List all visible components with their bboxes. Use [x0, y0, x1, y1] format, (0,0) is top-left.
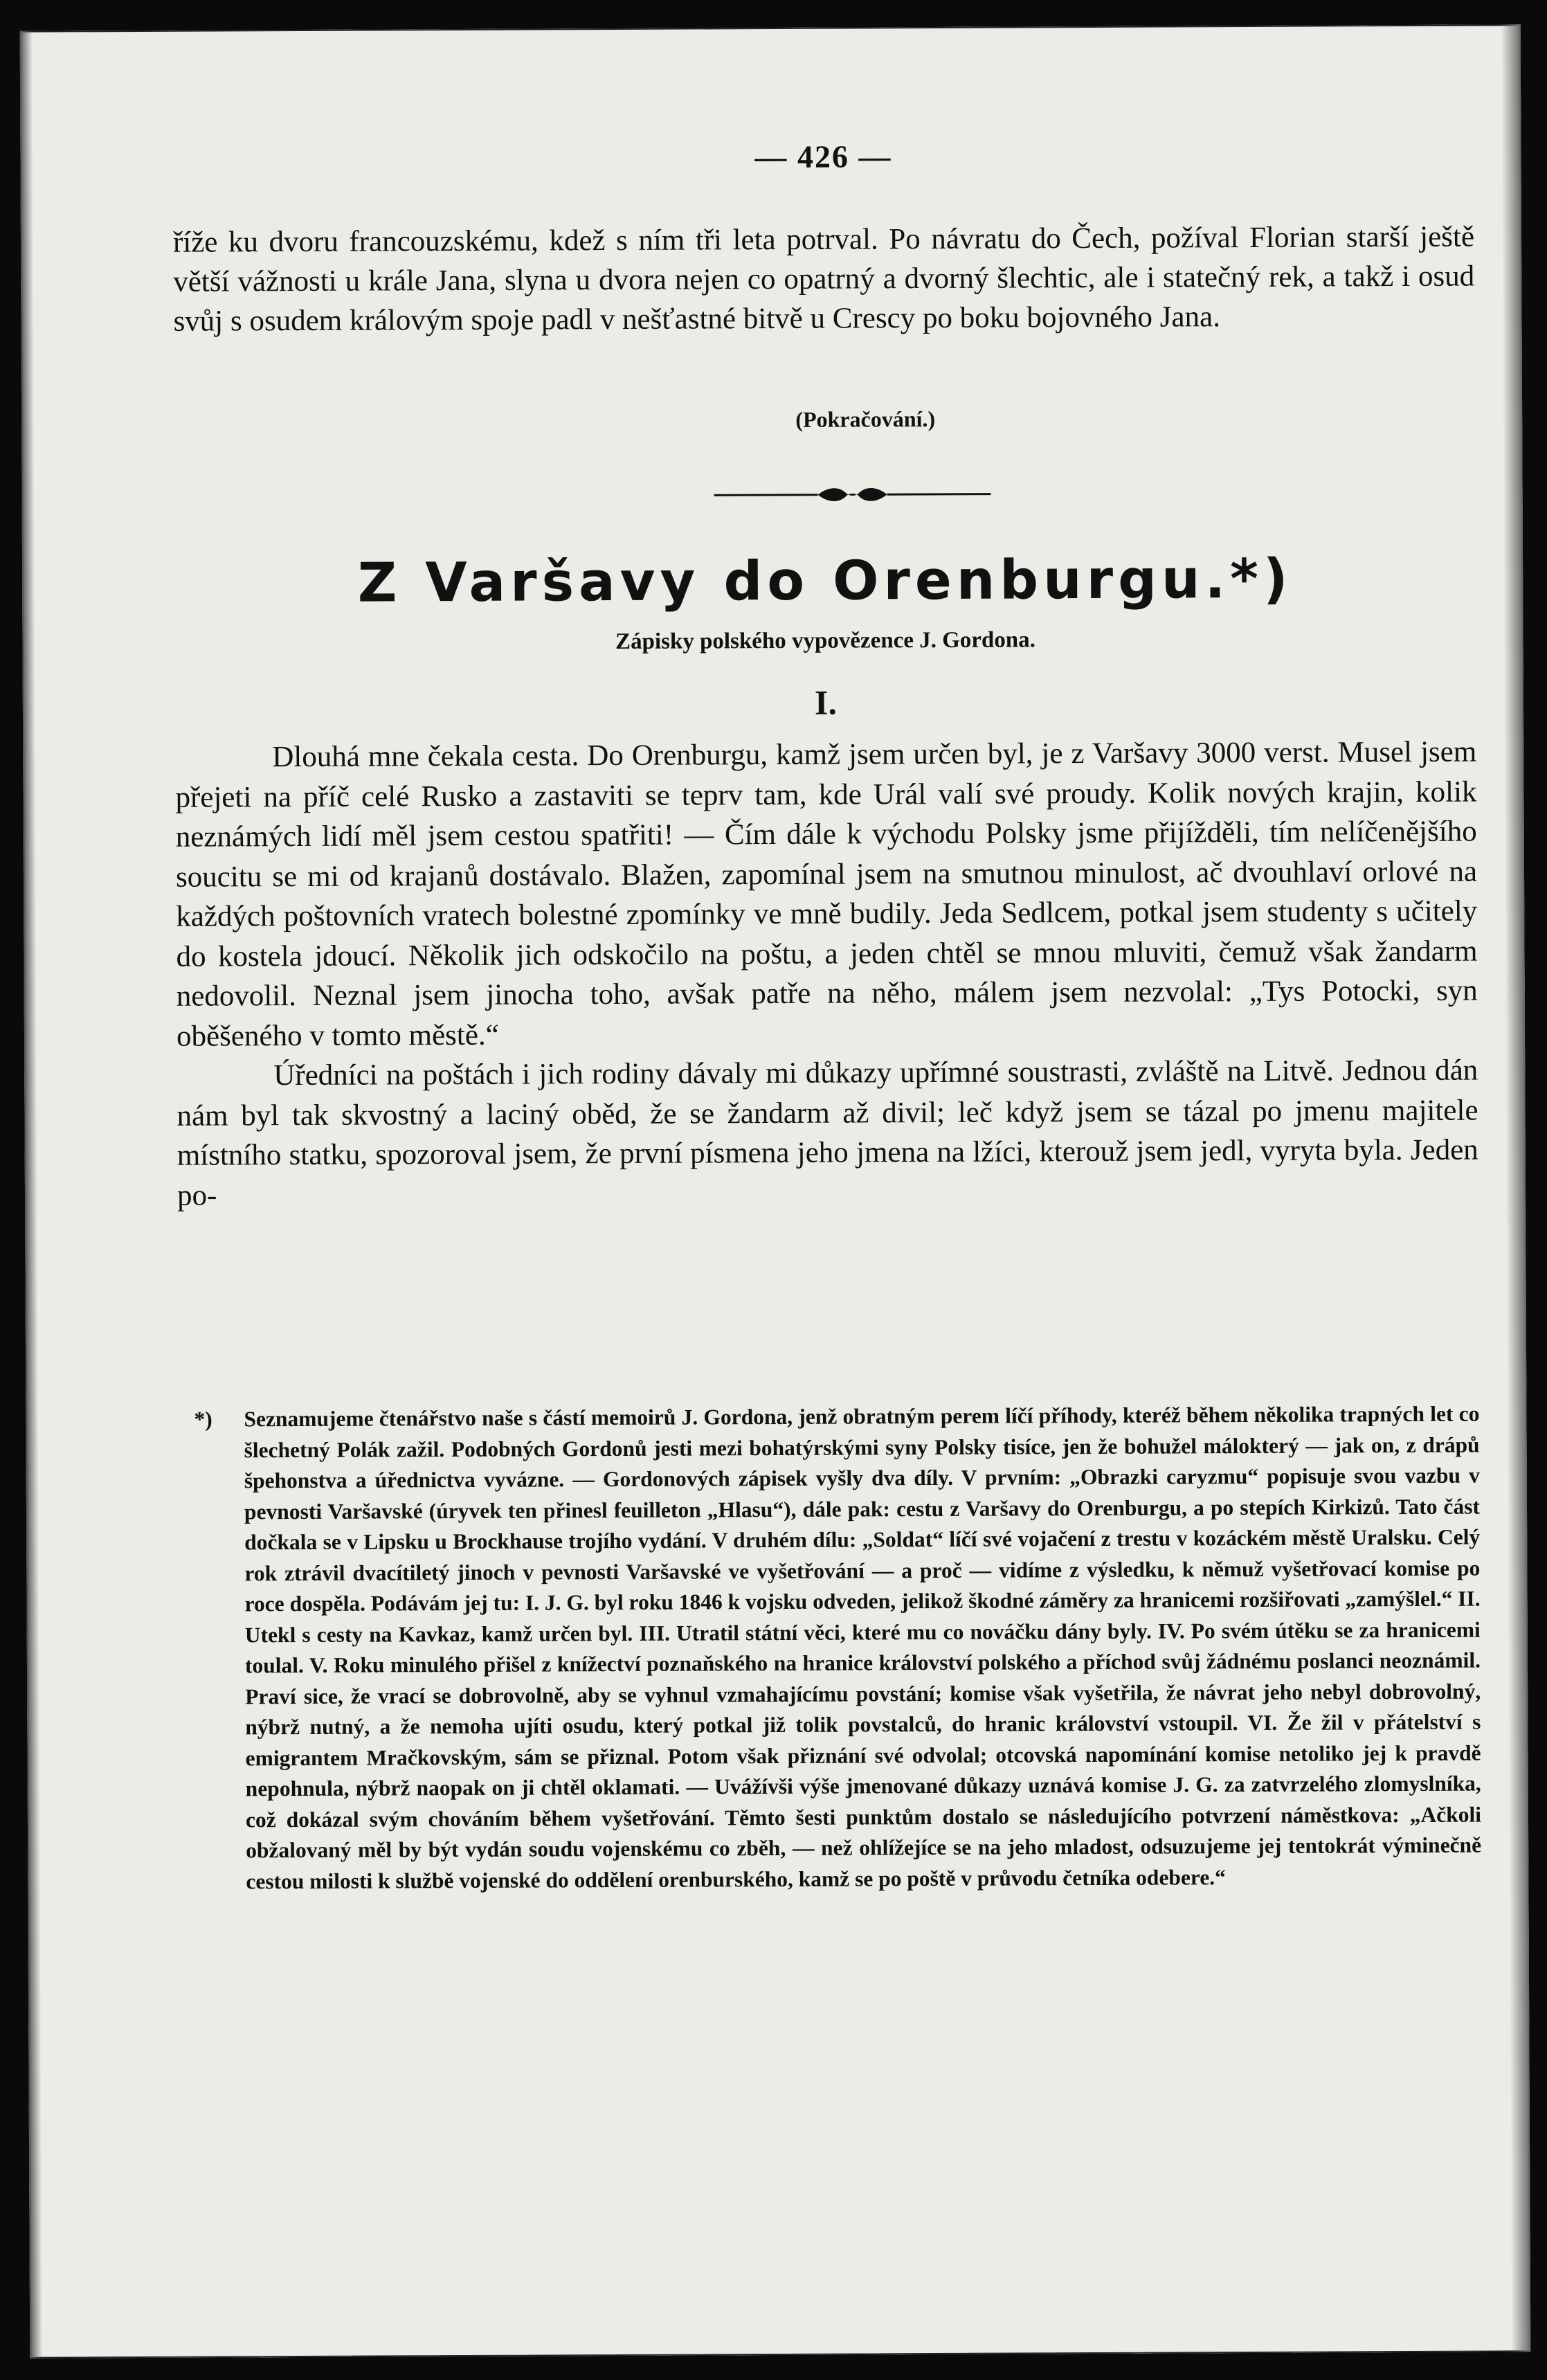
article-paragraph: Úředníci na poštách i jich rodiny dávaly mi důkazy upřímné soustrasti, zvláště na Litvě. Jednou dán nám byl tak skvostný a laciný oběd, že se žandarm až divil; leč když jsem se tázal po jmenu majitele místního statku, spozoroval jsem, že první písmena jeho jmena na lžíci, kterouž jsem jedl, vyryta byla. Jeden po- [177, 1054, 1478, 1212]
section-divider-ornament [714, 484, 991, 506]
footnote-text: Seznamujeme čtenářstvo naše s částí memoirů J. Gordona, jenž obratným perem líčí příhody, kteréž během několika trapných let co šlechetný Polák zažil. Podobných Gordonů jesti mezi bohatýrskými syny Polsky tisíce, jen že bohužel málokterý — jak on, z drápů špehonstva a úřednictva vyvázne. — Gordonových zápisek vyšly dva díly. V prvním: „Obrazki caryzmu“ popisuje svou vazbu v pevnosti Varšavské (úryvek ten přinesl feuilleton „Hlasu“), dále pak: cestu z Varšavy do Orenburgu, a po stepích Kirkizů. Tato část dočkala se v Lipsku u Brockhause trojího vydání. V druhém dílu: „Soldat“ líčí své vojačení z trestu v kozáckém městě Uralsku. Celý rok ztrávil dvacítiletý jinoch v pevnosti Varšavské ve vyšetřování — a proč — vidíme z výsledku, k němuž vyšetřovací komise po roce dospěla. Podávám jej tu: I. J. G. byl roku 1846 k vojsku odveden, jelikož škodné záměry za hranicemi rozšiřovati „zamýšlel.“ II. Utekl s cesty na Kavkaz, kamž určen byl. III. Utratil státní věci, které mu co nováčku dány byly. IV. Po svém útěku se za hranicemi toulal. V. Roku minulého přišel z knížectví poznaňského na hranice království polského a příchod svůj žádnému poslanci neoznámil. Praví sice, že vrací se dobrovolně, aby se vyhnul vzmahajícímu povstání; komise však vyšetřila, že návrat jeho nebyl dobrovolný, nýbrž nutný, a že nemoha ujíti osudu, který potkal již tolik povstalců, do hranic království vstoupil. VI. Že žil v přátelství s emigrantem Mračkovským, sám se přiznal. Potom však přiznání své odvolal; otcovská napomínání komise netoliko jej k pravdě nepohnula, nýbrž naopak on ji chtěl oklamati. — Uvážívši výše jmenované důkazy uznává komise J. G. za zatvrzelého zlomyslníka, což dokázal svým chováním během vyšetřování. Těmto šesti punktům dostalo se následujícího potvrzení náměstkova: „Ačkoli obžalovaný měl by být vydán soudu vojenskému co zběh, — než ohlížejíce se na jeho mladost, odsuzujeme jej tentokrát výminečně cestou milosti k službě vojenské do oddělení orenburského, kamž se po poště v průvodu četníka odebere.“ [244, 1401, 1482, 1893]
footnote-marker: *) [194, 1407, 212, 1432]
page-number: — 426 — [754, 138, 892, 175]
article-body [175, 732, 1478, 1216]
page-edge-left [20, 31, 43, 2359]
article-paragraph: Dlouhá mne čekala cesta. Do Orenburgu, kamž jsem určen byl, je z Varšavy 3000 verst. Musel jsem přejeti na příč celé Rusko a zastaviti se teprv tam, kde Urál valí své proudy. Kolik nových krajin, kolik neznámých lidí měl jsem cestou spatřiti! — Čím dále k východu Polsky jsme přijížděli, tím nelíčenějšího soucitu se mi od krajanů dostávalo. Blažen, zapomínal jsem na smutnou minulost, ač dvouhlaví orlové na každých poštovních vratech bolestné zpomínky ve mně budily. Jeda Sedlcem, potkal jsem studenty s učitely do kostela jdoucí. Několik jich odskočilo na poštu, a jeden chtěl se mnou mluviti, čemuž však žandarm nedovolil. Neznal jsem jinocha toho, avšak patře na něho, málem jsem nezvolal: „Tys Potocki, syn oběšeného v tomto městě.“ [175, 735, 1478, 1053]
page-edge-right [1501, 24, 1531, 2352]
footnote [194, 1399, 1482, 1897]
page-content [172, 25, 1482, 1893]
chapter-number: I. [814, 683, 838, 722]
continuation-note: (Pokračování.) [795, 406, 936, 432]
article-title: Z Varšavy do Orenburgu.*) [357, 548, 1293, 615]
page-sheet [20, 24, 1531, 2358]
previous-article-text: říže ku dvoru francouzskému, kdež s ním tři leta potrval. Po návratu do Čech, požíval Florian starší ještě větší vážnosti u krále Jana, slyna u dvora nejen co opatrný a dvorný šlechtic, ale i statečný rek, a takž i osud svůj s osudem královým spoje padl v nešťastné bitvě u Crescy po boku bojovného Jana. [172, 220, 1475, 338]
article-subtitle: Zápisky polského vypovězence J. Gordona. [615, 627, 1036, 654]
